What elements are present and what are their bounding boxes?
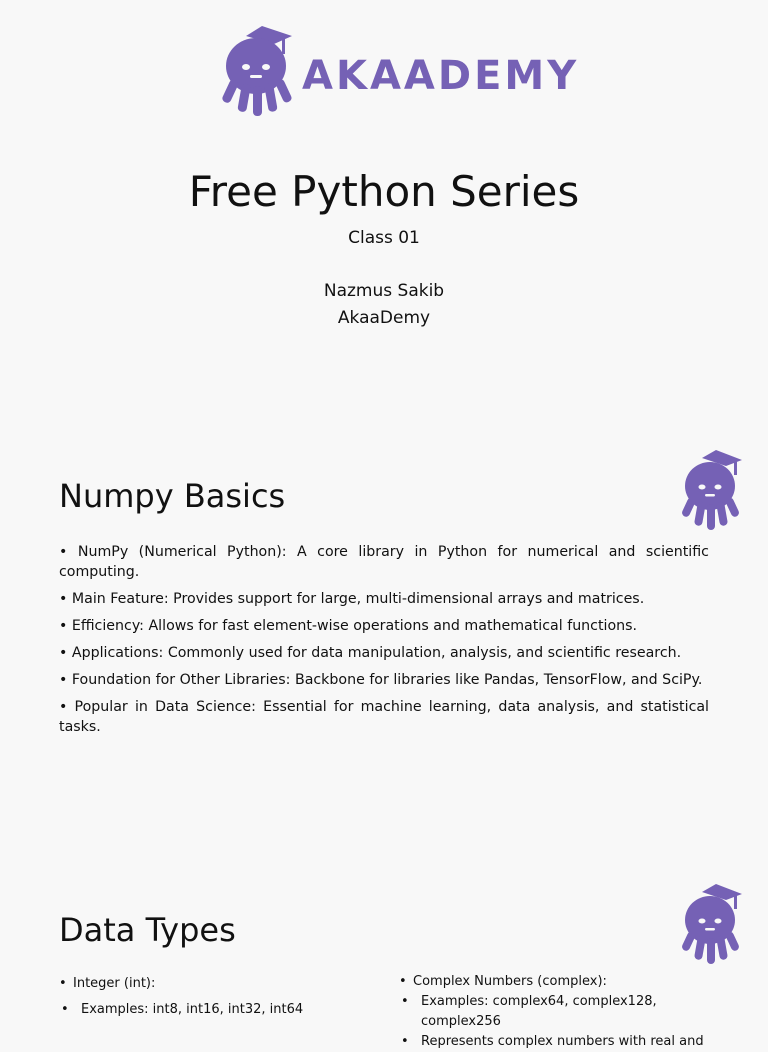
brand-wordmark: AKAADEMY bbox=[302, 53, 580, 99]
list-item: • Popular in Data Science: Essential for machine learning, data analysis, and statistical tasks. bbox=[59, 699, 709, 735]
list-item: • Examples: complex64, complex128, complex256 bbox=[399, 992, 719, 1032]
cover-title: Free Python Series bbox=[188, 167, 580, 216]
brand-logo bbox=[222, 22, 580, 120]
octopus-graduate-icon bbox=[682, 882, 744, 966]
list-item: • Examples: int8, int16, int32, int64 bbox=[59, 1000, 359, 1020]
data-types-left-list bbox=[59, 974, 359, 1020]
data-types-slide bbox=[0, 860, 768, 1049]
list-item: • Represents complex numbers with real and bbox=[399, 1032, 719, 1052]
list-item: • Efficiency: Allows for fast element-wise operations and mathematical functions. bbox=[59, 618, 638, 634]
numpy-bullet-list bbox=[59, 542, 709, 744]
section-heading: Numpy Basics bbox=[59, 477, 286, 515]
list-item: • Integer (int): bbox=[59, 974, 359, 994]
list-item: • Main Feature: Provides support for large, multi-dimensional arrays and matrices. bbox=[59, 591, 645, 607]
author-name: Nazmus Sakib bbox=[323, 281, 445, 301]
list-item: • NumPy (Numerical Python): A core library in Python for numerical and scientific computing. bbox=[59, 544, 709, 580]
class-label: Class 01 bbox=[348, 228, 420, 248]
list-item: • Complex Numbers (complex): bbox=[399, 972, 719, 992]
data-types-right-list bbox=[399, 972, 719, 1052]
octopus-graduate-icon bbox=[222, 22, 298, 118]
organization-name: AkaaDemy bbox=[337, 308, 431, 328]
section-heading: Data Types bbox=[59, 911, 236, 949]
list-item: • Applications: Commonly used for data manipulation, analysis, and scientific research. bbox=[59, 645, 682, 661]
numpy-basics-slide bbox=[0, 430, 768, 860]
cover-slide bbox=[0, 0, 768, 430]
octopus-graduate-icon bbox=[682, 448, 744, 532]
list-item: • Foundation for Other Libraries: Backbone for libraries like Pandas, TensorFlow, and SciPy. bbox=[59, 672, 703, 688]
